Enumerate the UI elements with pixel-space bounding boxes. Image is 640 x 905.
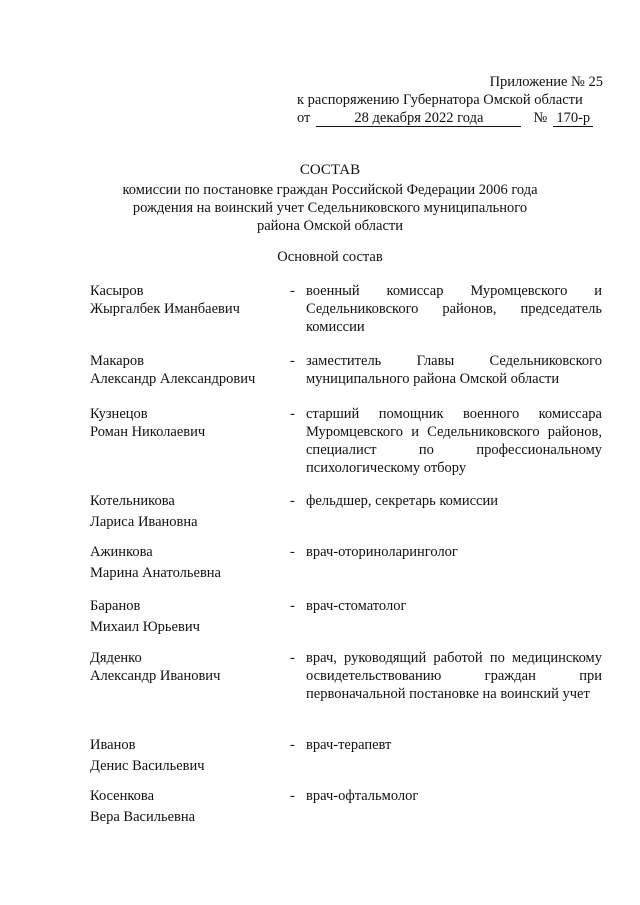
member-name	[90, 787, 285, 826]
member-given-names: Роман Николаевич	[90, 424, 206, 440]
from-label: от	[297, 110, 311, 126]
member-role: врач-офтальмолог	[306, 788, 419, 804]
member-name	[90, 649, 285, 685]
member-surname: Иванов	[90, 737, 136, 753]
document-title	[80, 161, 580, 235]
dash-separator: -	[290, 353, 295, 369]
member-surname: Баранов	[90, 598, 141, 614]
member-surname: Котельникова	[90, 493, 175, 509]
member-surname: Косенкова	[90, 788, 155, 804]
member-role: фельдшер, секретарь комиссии	[306, 493, 498, 509]
order-date: 28 декабря 2022 года	[316, 111, 521, 127]
dash-separator: -	[290, 493, 295, 509]
member-given-names: Александр Иванович	[90, 668, 221, 684]
title-main: СОСТАВ	[299, 162, 361, 178]
member-surname: Кузнецов	[90, 406, 148, 422]
member-surname: Ажинкова	[90, 544, 153, 560]
member-role: заместитель Главы Седельниковского муниципального района Омской области	[306, 353, 602, 387]
member-name	[90, 543, 285, 582]
member-name	[90, 492, 285, 531]
member-name	[90, 736, 285, 775]
member-surname: Макаров	[90, 353, 144, 369]
member-name	[90, 282, 285, 318]
member-role: врач, руководящий работой по медицинскому освидетельствованию граждан при первоначальной постановке на воинский учет	[306, 650, 602, 702]
member-role: врач-оториноларинголог	[306, 544, 458, 560]
member-given-names: Михаил Юрьевич	[90, 619, 200, 635]
member-given-names: Денис Васильевич	[90, 758, 205, 774]
member-given-names: Марина Анатольевна	[90, 565, 221, 581]
title-line-1: комиссии по постановке граждан Российской Федерации 2006 года	[122, 182, 538, 198]
member-name	[90, 405, 285, 441]
member-role: старший помощник военного комиссара Муромцевского и Седельниковского районов, специалист по профессиональному психологическому отбору	[306, 406, 602, 476]
member-name	[90, 597, 285, 636]
title-line-3: района Омской области	[256, 218, 403, 234]
dash-separator: -	[290, 788, 295, 804]
dash-separator: -	[290, 737, 295, 753]
member-role: военный комиссар Муромцевского и Седельниковского районов, председатель комиссии	[306, 283, 602, 335]
appendix-header	[297, 73, 603, 127]
member-name	[90, 352, 285, 388]
order-date-line	[297, 109, 603, 127]
member-surname: Дяденко	[90, 650, 142, 666]
member-given-names: Вера Васильевна	[90, 809, 196, 825]
member-role: врач-стоматолог	[306, 598, 407, 614]
member-given-names: Лариса Ивановна	[90, 514, 198, 530]
dash-separator: -	[290, 283, 295, 299]
title-line-2: рождения на воинский учет Седельниковского муниципального	[132, 200, 528, 216]
number-label: №	[533, 110, 548, 126]
member-surname: Касыров	[90, 283, 144, 299]
dash-separator: -	[290, 406, 295, 422]
dash-separator: -	[290, 544, 295, 560]
member-given-names: Александр Александрович	[90, 371, 256, 387]
member-given-names: Жыргалбек Иманбаевич	[90, 301, 240, 317]
dash-separator: -	[290, 598, 295, 614]
section-subtitle: Основной состав	[277, 249, 383, 265]
appendix-number: Приложение № 25	[489, 74, 603, 90]
dash-separator: -	[290, 650, 295, 666]
member-role: врач-терапевт	[306, 737, 392, 753]
order-number: 170-р	[553, 111, 593, 127]
order-reference: к распоряжению Губернатора Омской области	[297, 92, 583, 108]
